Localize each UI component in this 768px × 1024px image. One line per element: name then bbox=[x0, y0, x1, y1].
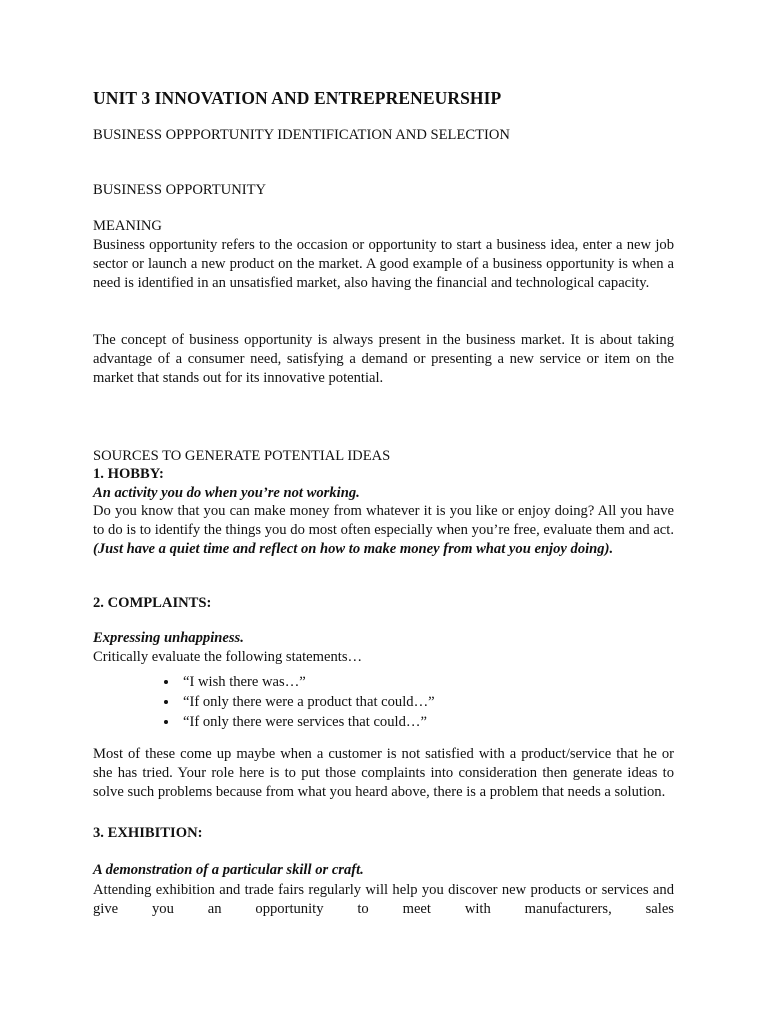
meaning-paragraph-1: Business opportunity refers to the occasion or opportunity to start a business idea, enter a new job sector or launch a new product on the market. A good example of a business opportunity is when a need is identified in an unsatisfied market, also having the financial and technological capacity. bbox=[93, 237, 674, 291]
complaints-definition: Expressing unhappiness. bbox=[93, 630, 244, 646]
complaints-intro: Critically evaluate the following statements… bbox=[93, 649, 363, 665]
list-item: “If only there were services that could…” bbox=[93, 712, 674, 732]
meaning-heading: MEANING bbox=[93, 218, 162, 234]
complaints-bullet-list bbox=[93, 672, 674, 732]
list-item: “I wish there was…” bbox=[93, 672, 674, 692]
complaints-paragraph: Most of these come up maybe when a customer is not satisfied with a product/service that he or she has tried. Your role here is to put those complaints into consideration then generate ideas to solve such problems because from what you heard above, there is a problem that needs a solution. bbox=[93, 746, 674, 800]
hobby-paragraph bbox=[93, 502, 674, 559]
hobby-body-text: Do you know that you can make money from whatever it is you like or enjoy doing? All you have to do is to identify the things you do most often especially when you’re free, evaluate them and act. bbox=[93, 503, 674, 538]
sources-heading: SOURCES TO GENERATE POTENTIAL IDEAS bbox=[93, 448, 391, 464]
list-item: “If only there were a product that could…” bbox=[93, 692, 674, 712]
exhibition-paragraph: Attending exhibition and trade fairs regularly will help you discover new products or services and give you an opportunity to meet with manufacturers, sales bbox=[93, 882, 674, 917]
complaints-heading: 2. COMPLAINTS: bbox=[93, 595, 212, 611]
page-title: UNIT 3 INNOVATION AND ENTREPRENEURSHIP bbox=[93, 88, 502, 108]
exhibition-definition: A demonstration of a particular skill or craft. bbox=[93, 862, 364, 878]
page-subtitle: BUSINESS OPPPORTUNITY IDENTIFICATION AND SELECTION bbox=[93, 127, 510, 143]
hobby-definition: An activity you do when you’re not working. bbox=[93, 485, 360, 501]
exhibition-heading: 3. EXHIBITION: bbox=[93, 825, 203, 841]
section-heading: BUSINESS OPPORTUNITY bbox=[93, 182, 267, 198]
hobby-emphasis-text: (Just have a quiet time and reflect on how to make money from what you enjoy doing). bbox=[93, 541, 614, 557]
meaning-paragraph-2: The concept of business opportunity is always present in the business market. It is about taking advantage of a consumer need, satisfying a demand or presenting a new service or item on the market that stands out for its innovative potential. bbox=[93, 332, 674, 386]
hobby-heading: 1. HOBBY: bbox=[93, 466, 164, 482]
